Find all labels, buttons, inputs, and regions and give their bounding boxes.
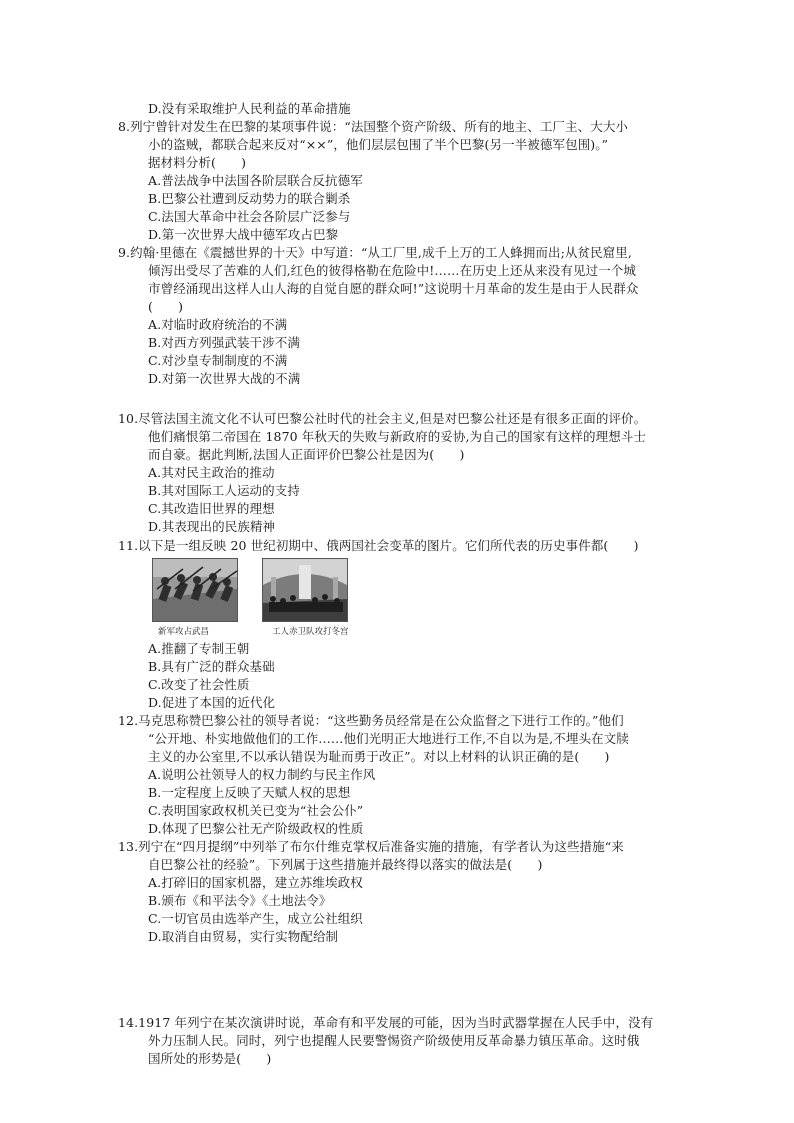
text-line: 9.约翰·里德在《震撼世界的十天》中写道：“从工厂里,成千上万的工人蜂拥而出;从贫民窟里,: [118, 245, 632, 260]
text-line: B.具有广泛的群众基础: [148, 659, 275, 674]
text-line: 14.1917 年列宁在某次演讲时说，革命有和平发展的可能，因为当时武器掌握在人民手中，没有: [118, 1015, 654, 1030]
text-line: A.普法战争中法国各阶层联合反抗德军: [148, 173, 363, 188]
text-line: 自巴黎公社的经验”。下列属于这些措施并最终得以落实的做法是( ): [148, 857, 543, 872]
text-line: 市曾经涌现出这样人山人海的自觉自愿的群众呵!”这说明十月革命的发生是由于人民群众: [148, 281, 639, 296]
text-line: B.颁布《和平法令》《土地法令》: [148, 893, 332, 908]
text-line: 据材料分析( ): [148, 155, 247, 170]
text-line: D.第一次世界大战中德军攻占巴黎: [148, 227, 339, 242]
text-line: A.对临时政府统治的不满: [148, 317, 288, 332]
text-line: 而自豪。据此判断,法国人正面评价巴黎公社是因为( ): [148, 447, 465, 462]
text-line: A.推翻了专制王朝: [148, 641, 250, 656]
winter-palace-storming-photo: [262, 558, 348, 622]
text-line: D.没有采取维护人民利益的革命措施: [148, 101, 351, 116]
text-line: C.表明国家政权机关已变为“社会公仆”: [148, 803, 364, 818]
figure-caption-2: 工人赤卫队攻打冬宫: [272, 627, 349, 637]
figure-caption-1: 新军攻占武昌: [158, 627, 210, 637]
text-line: 主义的办公室里,不以承认错误为耻而勇于改正”。对以上材料的认识正确的是( ): [148, 749, 610, 764]
text-line: 外力压制人民。同时，列宁也提醒人民要警惕资产阶级使用反革命暴力镇压革命。这时俄: [148, 1033, 640, 1048]
text-line: C.法国大革命中社会各阶层广泛参与: [148, 209, 351, 224]
text-line: 10.尽管法国主流文化不认可巴黎公社时代的社会主义,但是对巴黎公社还是有很多正面的评价。: [118, 411, 647, 426]
wuchang-uprising-photo: [152, 558, 238, 622]
text-line: 倾泻出受尽了苦难的人们,红色的彼得格勒在危险中!……在历史上还从来没有见过一个城: [148, 263, 636, 278]
text-line: D.取消自由贸易，实行实物配给制: [148, 929, 339, 944]
text-line: C.改变了社会性质: [148, 677, 250, 692]
text-line: D.其表现出的民族精神: [148, 519, 276, 534]
text-line: D.体现了巴黎公社无产阶级政权的性质: [148, 821, 364, 836]
text-line: D.对第一次世界大战的不满: [148, 371, 301, 386]
text-line: A.其对民主政治的推动: [148, 465, 275, 480]
text-line: B.对西方列强武装干涉不满: [148, 335, 300, 350]
text-line: 11.以下是一组反映 20 世纪初期中、俄两国社会变革的图片。它们所代表的历史事件都( ): [118, 538, 639, 553]
text-line: 12.马克思称赞巴黎公社的领导者说：“这些勤务员经常是在公众监督之下进行工作的。”他们: [118, 713, 624, 728]
text-line: A.说明公社领导人的权力制约与民主作风: [148, 767, 376, 782]
text-line: 他们痛恨第二帝国在 1870 年秋天的失败与新政府的妥协,为自己的国家有这样的理想斗士: [148, 429, 647, 444]
text-line: B.一定程度上反映了天赋人权的思想: [148, 785, 351, 800]
text-line: 国所处的形势是( ): [148, 1051, 272, 1066]
text-line: A.打碎旧的国家机器，建立苏维埃政权: [148, 875, 363, 890]
text-line: B.其对国际工人运动的支持: [148, 483, 300, 498]
text-line: 小的盗贼，都联合起来反对“××”，他们层层包围了半个巴黎(另一半被德军包围)。”: [148, 137, 609, 152]
text-line: 8.列宁曾针对发生在巴黎的某项事件说：“法国整个资产阶级、所有的地主、工厂主、大大小: [118, 119, 629, 134]
text-line: D.促进了本国的近代化: [148, 695, 276, 710]
text-line: ( ): [148, 299, 184, 314]
text-line: B.巴黎公社遭到反动势力的联合剿杀: [148, 191, 351, 206]
text-line: C.对沙皇专制制度的不满: [148, 353, 288, 368]
text-line: C.一切官员由选举产生，成立公社组织: [148, 911, 363, 926]
text-line: C.其改造旧世界的理想: [148, 501, 275, 516]
text-line: 13.列宁在“四月提纲”中列举了布尔什维克掌权后准备实施的措施，有学者认为这些措施“来: [118, 839, 624, 854]
text-line: “公开地、朴实地做他们的工作……他们光明正大地进行工作,不自以为是,不埋头在文牍: [148, 731, 629, 746]
